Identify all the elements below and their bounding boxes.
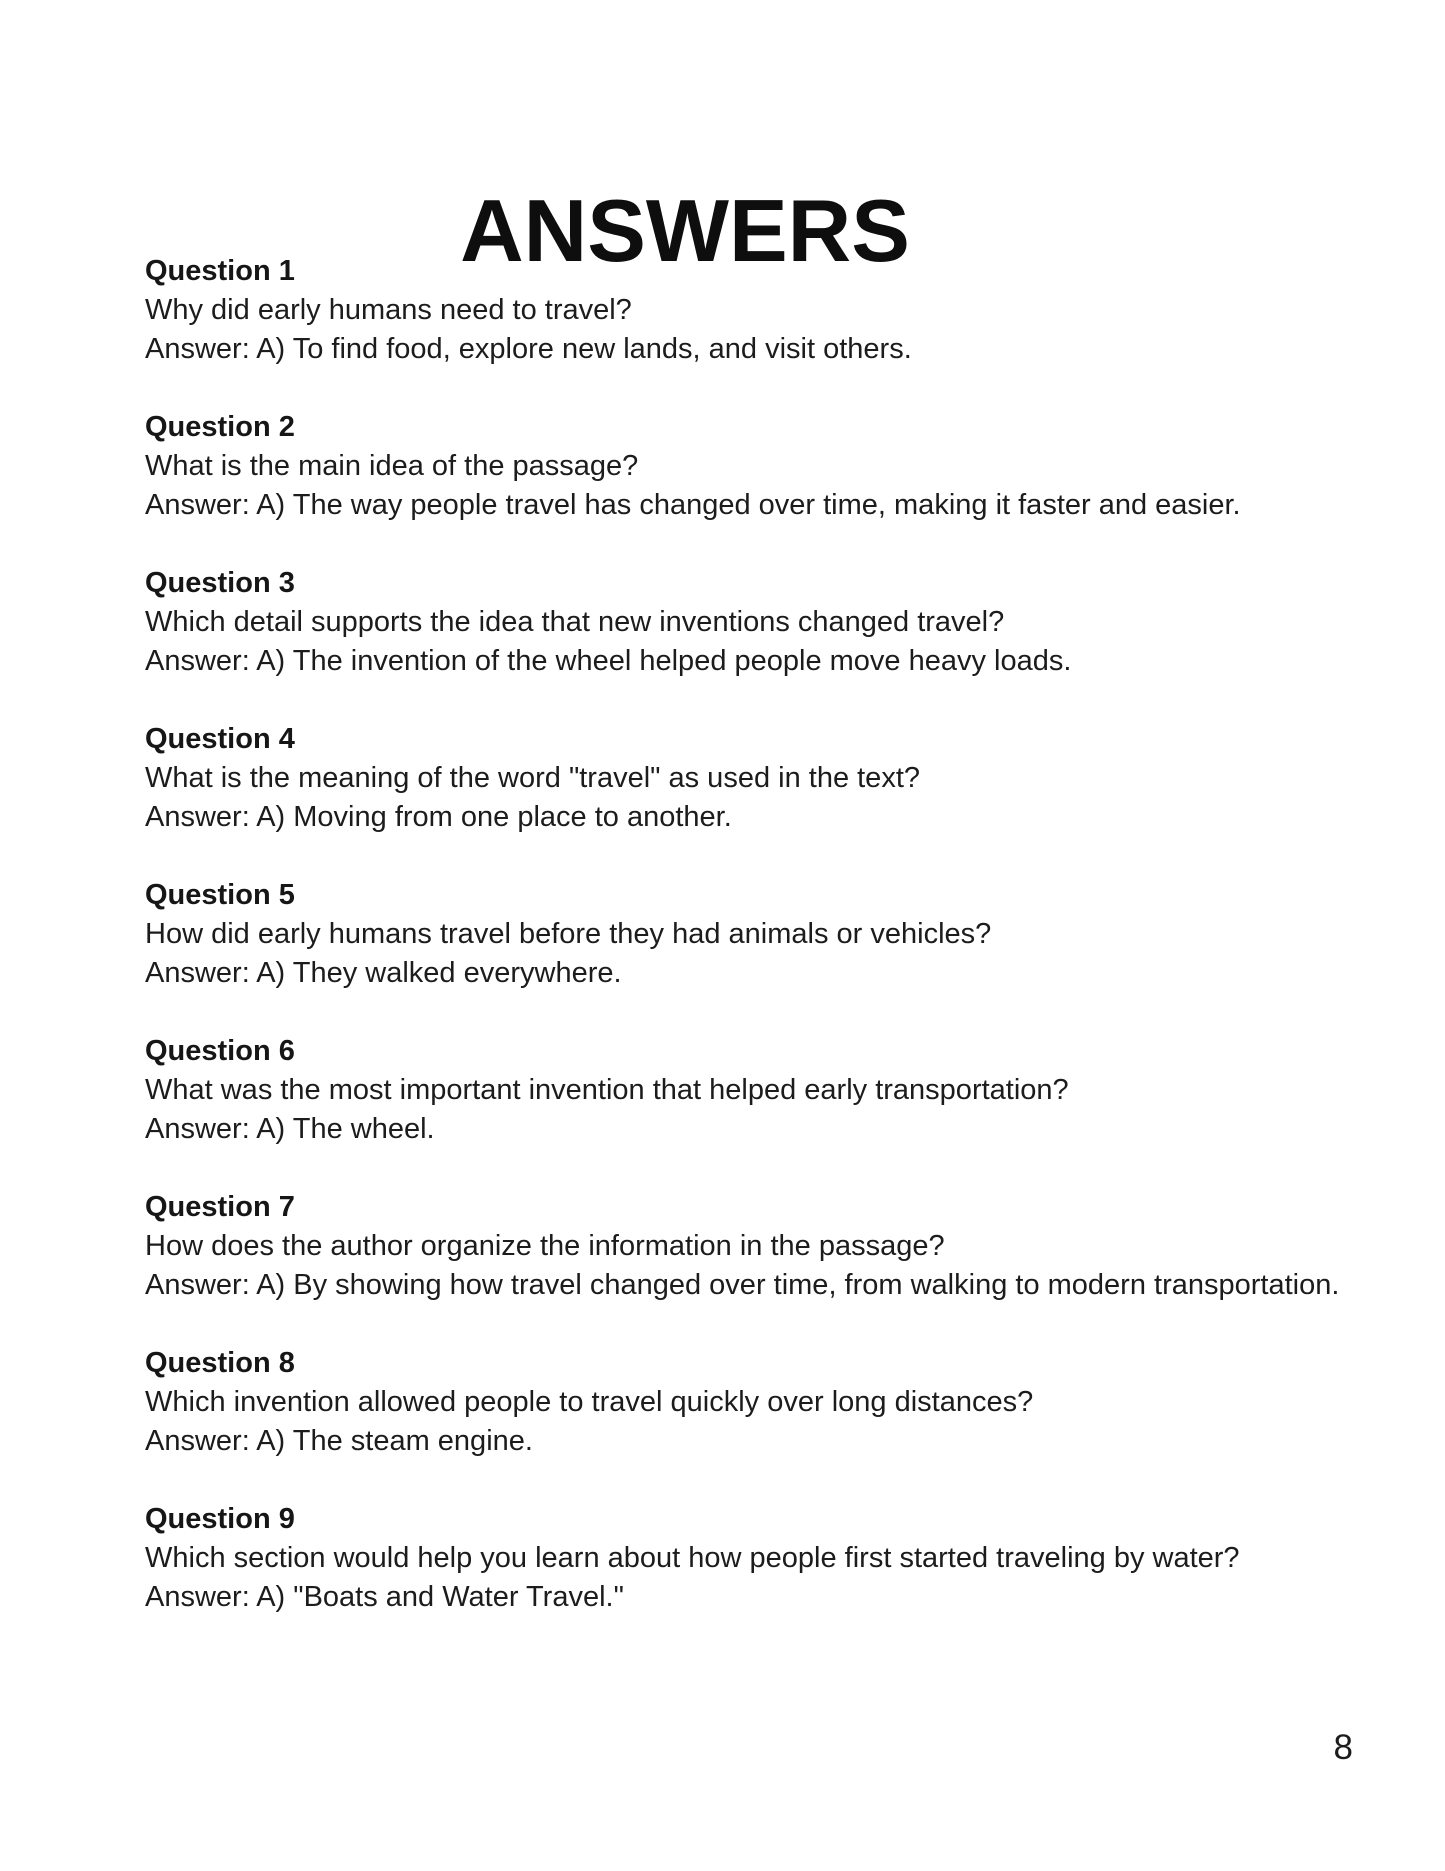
question-block-6 <box>145 1032 1407 1149</box>
answers-list <box>145 252 1407 1656</box>
question-label: Question 9 <box>145 1503 295 1535</box>
question-label: Question 2 <box>145 411 295 443</box>
question-label: Question 4 <box>145 723 295 755</box>
page-title: ANSWERS <box>460 180 910 280</box>
question-text: What is the meaning of the word "travel" as used in the text? <box>145 762 920 794</box>
answer-text: Answer: A) The wheel. <box>145 1113 435 1145</box>
question-text: Which detail supports the idea that new inventions changed travel? <box>145 606 1005 638</box>
question-block-2 <box>145 408 1407 525</box>
question-label: Question 1 <box>145 255 295 287</box>
question-block-7 <box>145 1188 1407 1305</box>
question-label: Question 7 <box>145 1191 295 1223</box>
question-block-4 <box>145 720 1407 837</box>
answer-text: Answer: A) Moving from one place to another. <box>145 801 732 833</box>
page-number: 8 <box>1333 1728 1353 1767</box>
question-text: What was the most important invention that helped early transportation? <box>145 1074 1069 1106</box>
answer-text: Answer: A) The invention of the wheel helped people move heavy loads. <box>145 645 1072 677</box>
question-label: Question 5 <box>145 879 295 911</box>
question-block-9 <box>145 1500 1407 1617</box>
answer-text: Answer: A) They walked everywhere. <box>145 957 622 989</box>
question-block-5 <box>145 876 1407 993</box>
answer-text: Answer: A) The way people travel has changed over time, making it faster and easier. <box>145 489 1241 521</box>
question-label: Question 6 <box>145 1035 295 1067</box>
question-block-3 <box>145 564 1407 681</box>
question-text: Which section would help you learn about how people first started traveling by water? <box>145 1542 1240 1574</box>
question-block-1 <box>145 252 1407 369</box>
question-text: Why did early humans need to travel? <box>145 294 632 326</box>
question-text: How did early humans travel before they had animals or vehicles? <box>145 918 992 950</box>
question-label: Question 3 <box>145 567 295 599</box>
answer-text: Answer: A) By showing how travel changed over time, from walking to modern transportation. <box>145 1269 1340 1301</box>
question-text: What is the main idea of the passage? <box>145 450 639 482</box>
question-block-8 <box>145 1344 1407 1461</box>
question-label: Question 8 <box>145 1347 295 1379</box>
answer-text: Answer: A) "Boats and Water Travel." <box>145 1581 624 1613</box>
answer-text: Answer: A) To find food, explore new lands, and visit others. <box>145 333 912 365</box>
answer-text: Answer: A) The steam engine. <box>145 1425 533 1457</box>
question-text: Which invention allowed people to travel quickly over long distances? <box>145 1386 1034 1418</box>
question-text: How does the author organize the information in the passage? <box>145 1230 945 1262</box>
